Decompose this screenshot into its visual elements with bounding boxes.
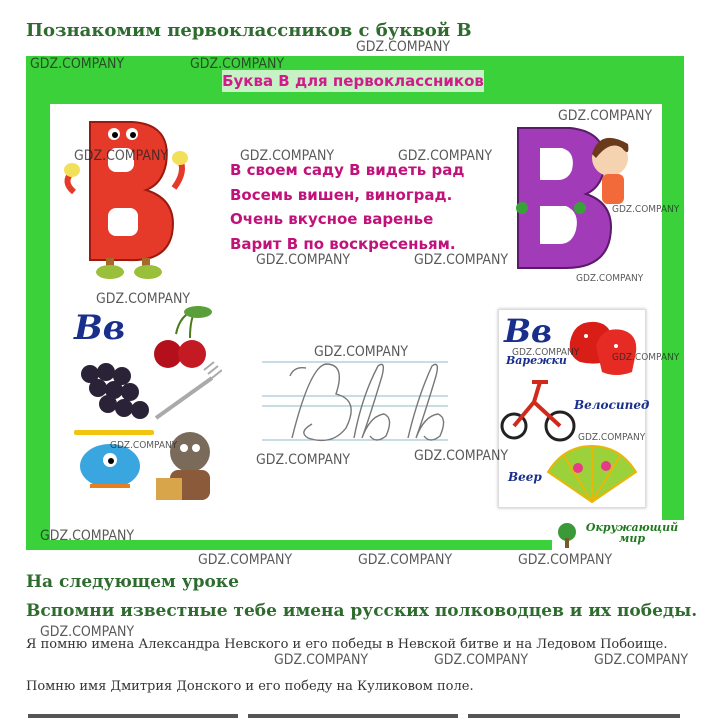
section-heading-next-lesson: На следующем уроке	[26, 572, 239, 592]
red-letter-b-character	[62, 112, 192, 282]
watermark: GDZ.COMPANY	[110, 440, 178, 451]
watermark: GDZ.COMPANY	[594, 652, 689, 668]
watermark: GDZ.COMPANY	[40, 528, 135, 544]
watermark: GDZ.COMPANY	[578, 432, 646, 443]
watermark: GDZ.COMPANY	[314, 344, 409, 360]
watermark: GDZ.COMPANY	[558, 108, 653, 124]
divider	[28, 714, 238, 718]
divider	[248, 714, 458, 718]
word-bicycle: Велосипед	[574, 398, 650, 412]
task-heading: Вспомни известные тебе имена русских полководцев и их победы.	[26, 601, 698, 621]
okruzhayushchiy-mir-logo	[552, 520, 684, 550]
watermark: GDZ.COMPANY	[240, 148, 335, 164]
purple-letter-b-girl	[510, 118, 650, 278]
watermark: GDZ.COMPANY	[414, 252, 509, 268]
watermark: GDZ.COMPANY	[612, 204, 680, 215]
watermark: GDZ.COMPANY	[518, 552, 613, 568]
watermark: GDZ.COMPANY	[40, 624, 135, 640]
poem-line: Очень вкусное варенье	[230, 210, 434, 228]
watermark: GDZ.COMPANY	[198, 552, 293, 568]
watermark: GDZ.COMPANY	[434, 652, 529, 668]
poem-line: В своем саду В видеть рад	[230, 161, 465, 179]
grapes-fork-icon	[72, 360, 222, 430]
watermark: GDZ.COMPANY	[512, 347, 580, 358]
watermark: GDZ.COMPANY	[30, 56, 125, 72]
watermark: GDZ.COMPANY	[256, 452, 351, 468]
watermark: GDZ.COMPANY	[358, 552, 453, 568]
letter-pair-left: Вв	[74, 308, 126, 348]
bicycle-icon	[500, 372, 578, 444]
page-title: Познакомим первоклассников с буквой В	[26, 20, 472, 41]
watermark: GDZ.COMPANY	[612, 352, 680, 363]
poem-line: Восемь вишен, виноград.	[230, 185, 453, 204]
poem	[230, 158, 464, 256]
logo-text: Окружающий мир	[585, 521, 679, 545]
watermark: GDZ.COMPANY	[356, 39, 451, 55]
watermark: GDZ.COMPANY	[74, 148, 169, 164]
watermark: GDZ.COMPANY	[398, 148, 493, 164]
letter-pair-right: Вв	[504, 312, 553, 350]
watermark: GDZ.COMPANY	[190, 56, 285, 72]
poem-line: Варит В по воскресеньям.	[230, 234, 456, 253]
answer-paragraph: Я помню имена Александра Невского и его победы в Невской битве и на Ледовом Побоище.	[26, 637, 668, 652]
watermark: GDZ.COMPANY	[274, 652, 369, 668]
word-mittens: Варежки	[506, 354, 567, 367]
card-title: Буква В для первоклассников	[222, 72, 484, 90]
fan-icon	[544, 442, 640, 504]
cursive-writing-lines	[262, 356, 448, 452]
watermark: GDZ.COMPANY	[576, 273, 644, 284]
watermark: GDZ.COMPANY	[96, 291, 191, 307]
tree-icon	[554, 522, 580, 548]
divider	[468, 714, 680, 718]
word-fan: Веер	[508, 470, 542, 484]
watermark: GDZ.COMPANY	[256, 252, 351, 268]
watermark: GDZ.COMPANY	[414, 448, 509, 464]
helicopter-beaver-icon	[70, 422, 220, 508]
answer-paragraph: Помню имя Дмитрия Донского и его победу на Куликовом поле.	[26, 679, 474, 694]
